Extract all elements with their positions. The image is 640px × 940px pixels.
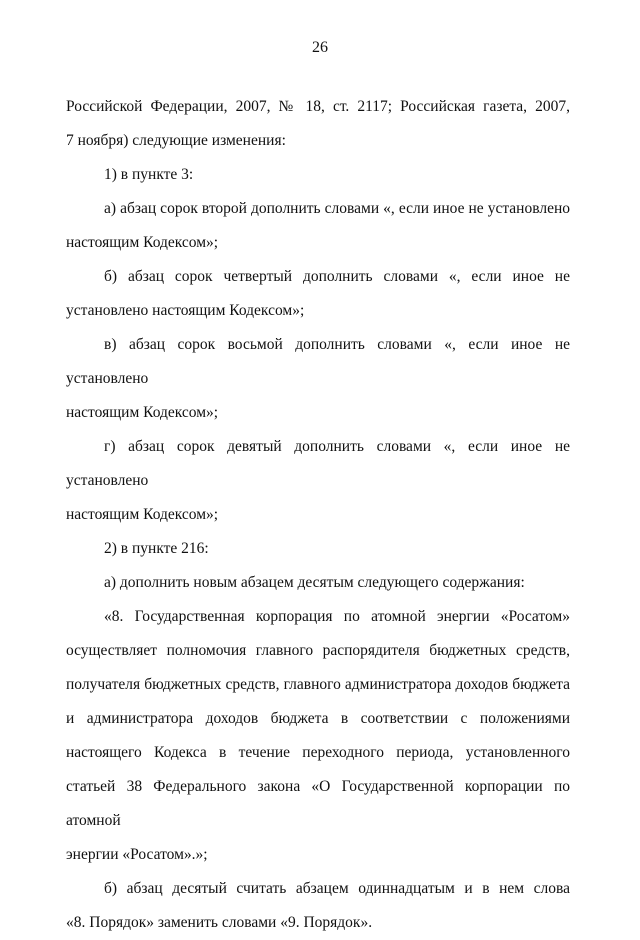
text-line: установлено настоящим Кодексом»; [66,302,305,319]
text-line: Российской Федерации, 2007, № 18, ст. 2117; Российская газета, 2007, [66,98,570,115]
text-line: настоящим Кодексом»; [66,404,219,421]
paragraph-item-2b [66,872,570,940]
text-line: настоящего Кодекса в течение переходного периода, установленного [66,744,570,761]
text-line: г) абзац сорок девятый дополнить словами «, если иное не установлено [66,438,570,489]
text-line: получателя бюджетных средств, главного администратора доходов бюджета [66,676,570,693]
text-line: в) абзац сорок восьмой дополнить словами «, если иное не установлено [66,336,570,387]
text-line: «8. Порядок» заменить словами «9. Порядок». [66,914,373,931]
paragraph-item-1c [66,328,570,430]
document-body [66,90,570,940]
text-line: и администратора доходов бюджета в соответствии с положениями [66,710,570,727]
paragraph-item-1a [66,192,570,260]
paragraph-item-1 [66,158,570,192]
text-line: б) абзац сорок четвертый дополнить словами «, если иное не [104,268,570,285]
paragraph-item-2 [66,532,570,566]
text-line: «8. Государственная корпорация по атомной энергии «Росатом» [104,608,570,625]
page-number: 26 [312,39,328,56]
paragraph-item-2a [66,566,570,600]
text-line: 7 ноября) следующие изменения: [66,132,286,149]
text-line: статьей 38 Федерального закона «О Государственной корпорации по атомной [66,778,570,829]
text-line: б) абзац десятый считать абзацем одиннадцатым и в нем слова [104,880,570,897]
paragraph-item-1b [66,260,570,328]
paragraph-item-1d [66,430,570,532]
text-line: энергии «Росатом».»; [66,846,208,863]
paragraph-quote [66,600,570,872]
text-line: а) дополнить новым абзацем десятым следующего содержания: [104,574,525,591]
text-line: осуществляет полномочия главного распорядителя бюджетных средств, [66,642,570,659]
text-line: а) абзац сорок второй дополнить словами «, если иное не установлено [104,200,570,217]
text-line: настоящим Кодексом»; [66,506,219,523]
text-line: настоящим Кодексом»; [66,234,219,251]
text-line: 2) в пункте 216: [104,540,209,557]
paragraph-intro [66,90,570,158]
text-line: 1) в пункте 3: [104,166,194,183]
